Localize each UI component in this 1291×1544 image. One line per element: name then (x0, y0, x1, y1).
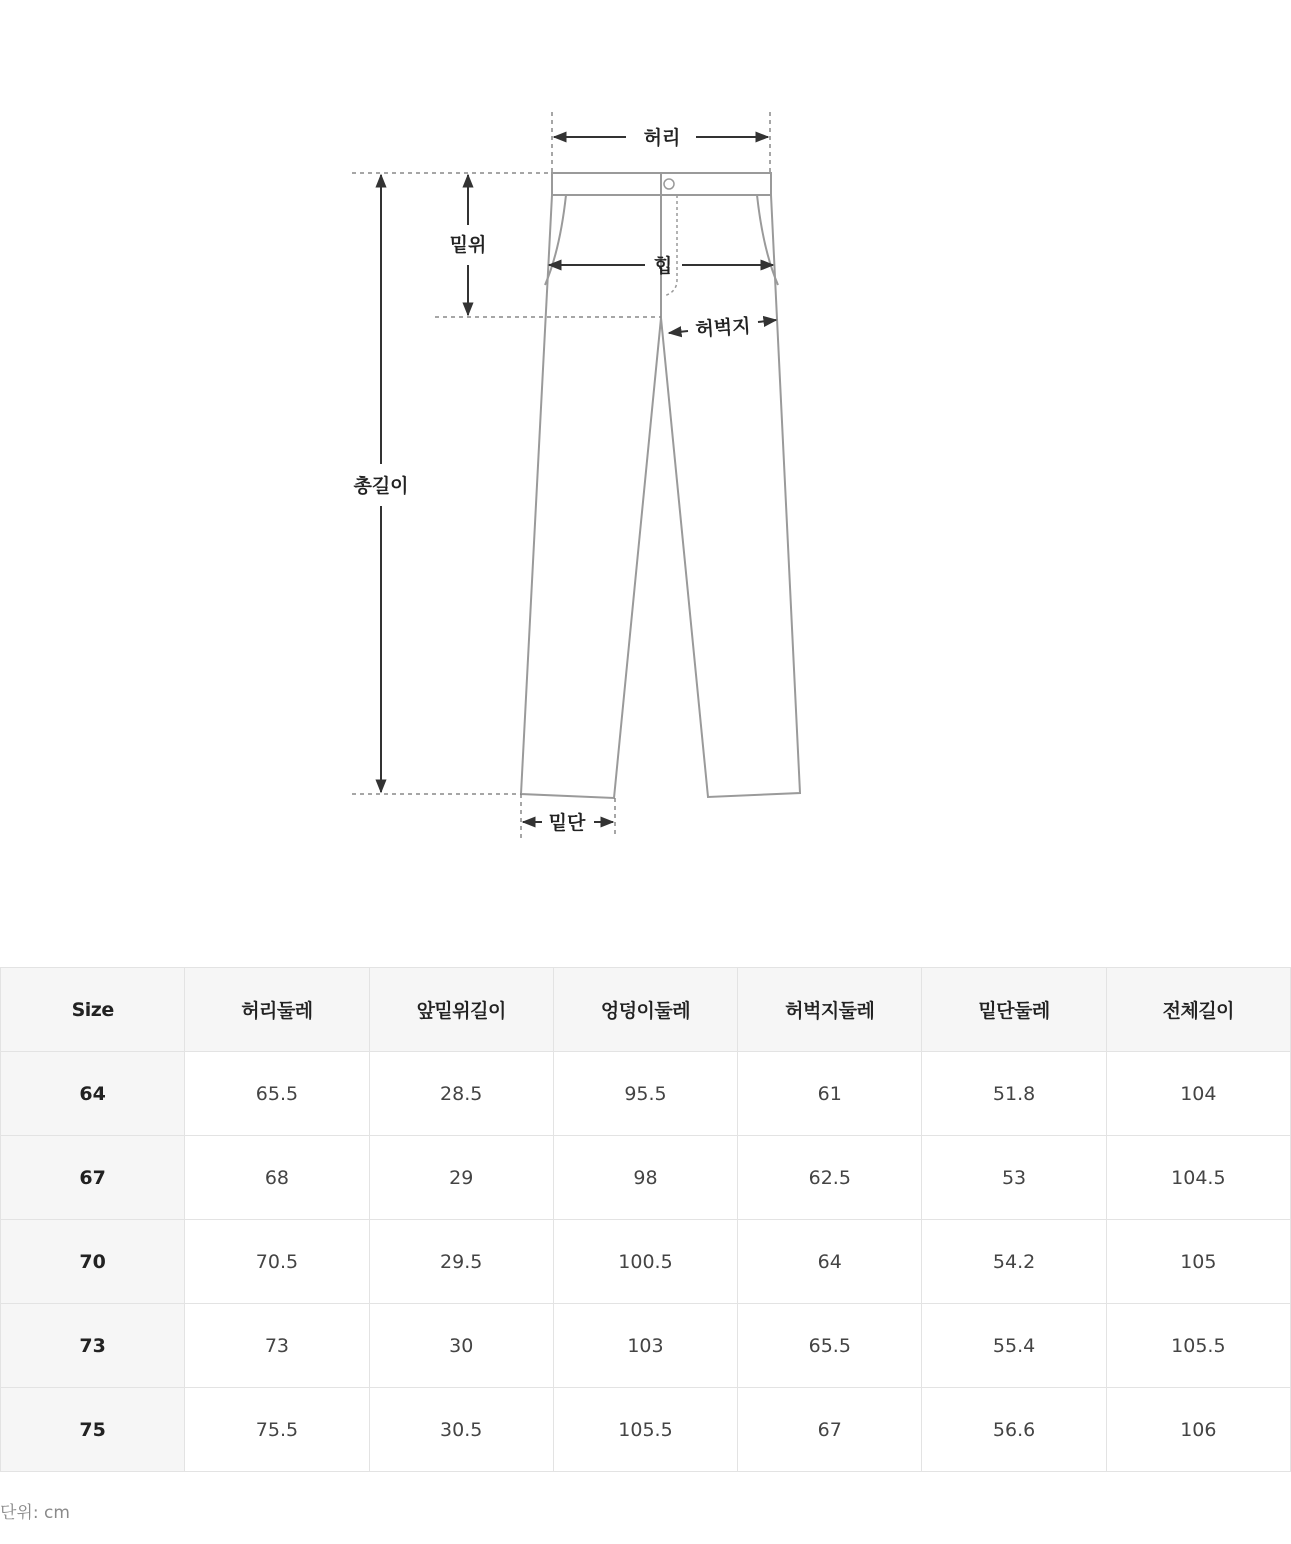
table-cell: 103 (553, 1304, 737, 1388)
header-size: Size (1, 968, 185, 1052)
table-cell: 29 (369, 1136, 553, 1220)
header-front-rise: 앞밑위길이 (369, 968, 553, 1052)
guide-lines (352, 112, 770, 842)
button-icon (664, 179, 674, 189)
table-cell: 53 (922, 1136, 1106, 1220)
header-waist: 허리둘레 (185, 968, 369, 1052)
table-row (1, 1052, 1291, 1136)
rise-label: 밑위 (449, 234, 487, 256)
table-cell: 104 (1106, 1052, 1290, 1136)
table-cell: 100.5 (553, 1220, 737, 1304)
table-cell: 56.6 (922, 1388, 1106, 1472)
waist-label: 허리 (643, 127, 681, 149)
header-thigh: 허벅지둘레 (738, 968, 922, 1052)
table-cell: 54.2 (922, 1220, 1106, 1304)
table-cell: 73 (185, 1304, 369, 1388)
table-row (1, 1220, 1291, 1304)
table-cell: 104.5 (1106, 1136, 1290, 1220)
table-cell: 105.5 (553, 1388, 737, 1472)
table-cell: 29.5 (369, 1220, 553, 1304)
measure-arrows (381, 137, 776, 822)
table-cell: 62.5 (738, 1136, 922, 1220)
table-cell: 67 (738, 1388, 922, 1472)
hip-label: 힙 (653, 255, 673, 277)
table-cell: 65.5 (738, 1304, 922, 1388)
size-cell: 75 (1, 1388, 185, 1472)
thigh-label: 허벅지 (694, 315, 752, 341)
table-cell: 105.5 (1106, 1304, 1290, 1388)
table-cell: 65.5 (185, 1052, 369, 1136)
table-cell: 28.5 (369, 1052, 553, 1136)
table-cell: 64 (738, 1220, 922, 1304)
size-cell: 70 (1, 1220, 185, 1304)
table-cell: 51.8 (922, 1052, 1106, 1136)
table-cell: 30 (369, 1304, 553, 1388)
table-cell: 61 (738, 1052, 922, 1136)
header-total-length: 전체길이 (1106, 968, 1290, 1052)
hem-label: 밑단 (548, 812, 586, 834)
table-cell: 105 (1106, 1220, 1290, 1304)
table-cell: 30.5 (369, 1388, 553, 1472)
table-cell: 68 (185, 1136, 369, 1220)
table-cell: 98 (553, 1136, 737, 1220)
table-cell: 55.4 (922, 1304, 1106, 1388)
size-chart-table (0, 967, 1291, 1472)
unit-note: 단위: cm (0, 1503, 70, 1523)
table-row (1, 1304, 1291, 1388)
header-hem: 밑단둘레 (922, 968, 1106, 1052)
size-cell: 73 (1, 1304, 185, 1388)
table-header-row (1, 968, 1291, 1052)
table-cell: 70.5 (185, 1220, 369, 1304)
header-hip: 엉덩이둘레 (553, 968, 737, 1052)
table-row (1, 1136, 1291, 1220)
size-cell: 64 (1, 1052, 185, 1136)
table-row (1, 1388, 1291, 1472)
table-cell: 75.5 (185, 1388, 369, 1472)
table-cell: 106 (1106, 1388, 1290, 1472)
size-cell: 67 (1, 1136, 185, 1220)
total-length-label: 총길이 (353, 475, 409, 497)
table-cell: 95.5 (553, 1052, 737, 1136)
